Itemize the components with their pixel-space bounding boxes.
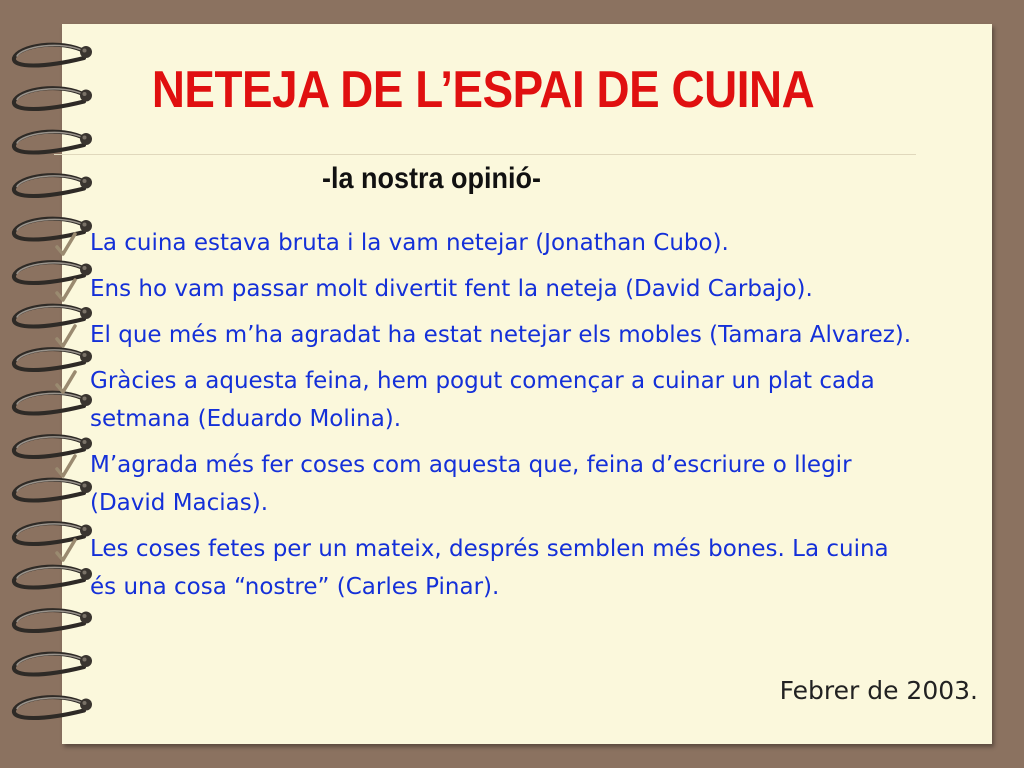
list-item — [52, 530, 912, 606]
list-item-text: M’agrada més fer coses com aquesta que, feina d’escriure o llegir (David Macias). — [90, 452, 852, 516]
date-label: Febrer de 2003. — [779, 676, 978, 705]
list-item — [52, 362, 912, 438]
checkmark-icon — [54, 530, 78, 568]
list-item — [52, 224, 912, 262]
list-item-text: Ens ho vam passar molt divertit fent la neteja (David Carbajo). — [90, 276, 813, 302]
checkmark-icon — [54, 270, 78, 308]
list-item-text: Gràcies a aquesta feina, hem pogut començar a cuinar un plat cada setmana (Eduardo Molina). — [90, 368, 875, 432]
slide-subtitle: -la nostra opinió- — [322, 162, 541, 195]
list-item-text: La cuina estava bruta i la vam netejar (Jonathan Cubo). — [90, 230, 729, 256]
title-divider — [54, 154, 916, 155]
list-item-text: El que més m’ha agradat ha estat netejar els mobles (Tamara Alvarez). — [90, 322, 912, 348]
opinion-list — [52, 224, 912, 614]
checkmark-icon — [54, 316, 78, 354]
list-item — [52, 446, 912, 522]
list-item — [52, 270, 912, 308]
slide-title: NETEJA DE L’ESPAI DE CUINA — [151, 61, 815, 119]
checkmark-icon — [54, 446, 78, 484]
checkmark-icon — [54, 224, 78, 262]
list-item — [52, 316, 912, 354]
checkmark-icon — [54, 362, 78, 400]
list-item-text: Les coses fetes per un mateix, després semblen més bones. La cuina és una cosa “nostre” (Carles Pinar). — [90, 536, 889, 600]
